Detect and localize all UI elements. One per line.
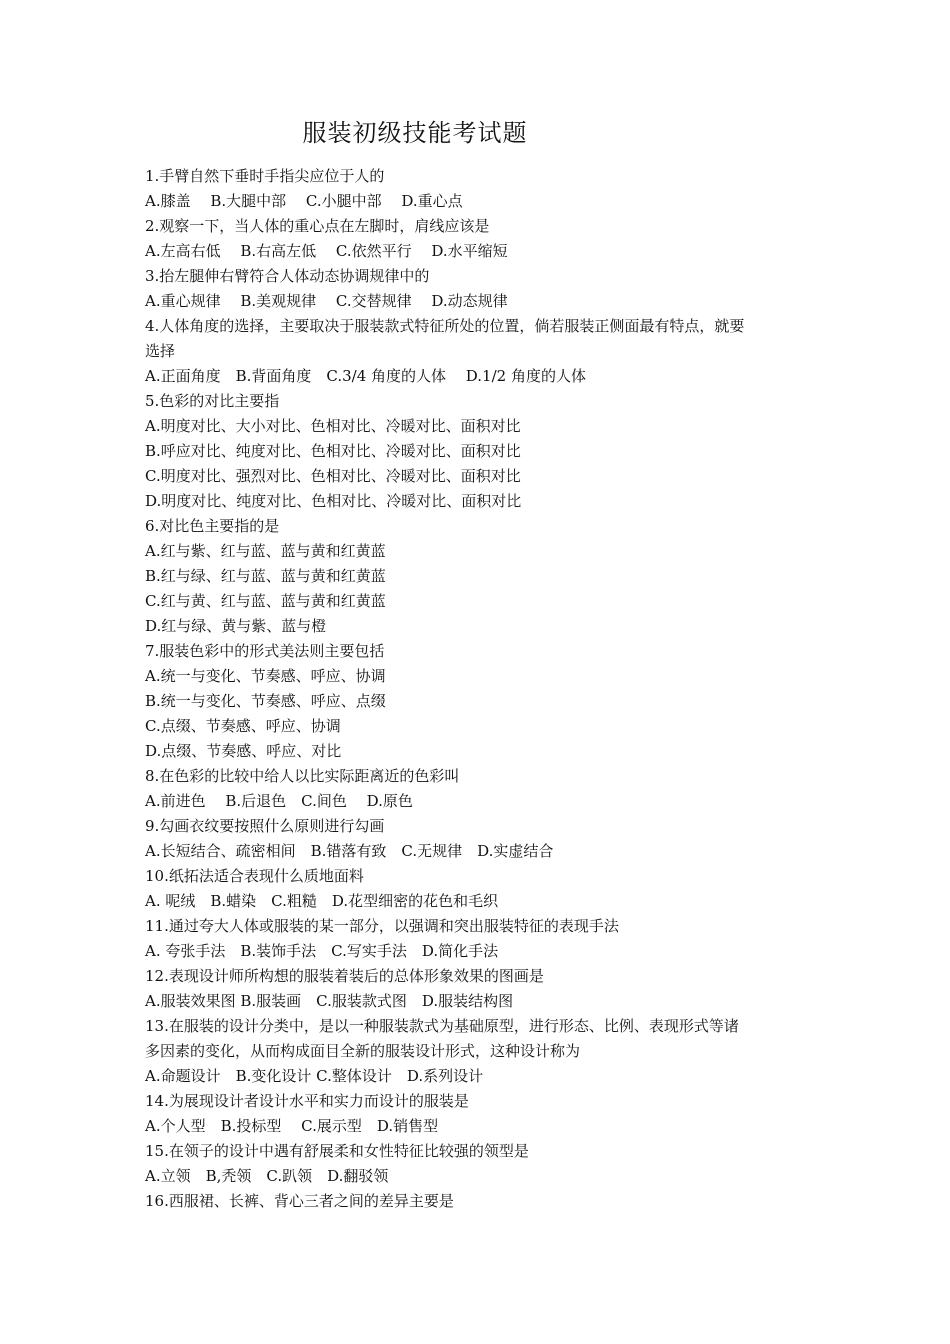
option-6c: C.红与黄、红与蓝、蓝与黄和红黄蓝 — [145, 592, 386, 610]
question-list — [145, 164, 813, 1214]
question-4-line-1: 4.人体角度的选择，主要取决于服装款式特征所处的位置，倘若服装正侧面最有特点，就要 — [145, 317, 745, 335]
options-8: A.前进色 B.后退色 C.间色 D.原色 — [145, 792, 413, 810]
question-15: 15.在领子的设计中遇有舒展柔和女性特征比较强的领型是 — [145, 1142, 529, 1160]
options-10: A. 呢绒 B.蜡染 C.粗糙 D.花型细密的花色和毛织 — [145, 892, 499, 910]
options-11: A. 夸张手法 B.装饰手法 C.写实手法 D.简化手法 — [145, 942, 499, 960]
options-1: A.膝盖 B.大腿中部 C.小腿中部 D.重心点 — [145, 192, 463, 210]
option-6b: B.红与绿、红与蓝、蓝与黄和红黄蓝 — [145, 567, 386, 585]
option-5a: A.明度对比、大小对比、色相对比、冷暖对比、面积对比 — [145, 417, 521, 435]
question-7: 7.服装色彩中的形式美法则主要包括 — [145, 642, 385, 660]
question-10: 10.纸拓法适合表现什么质地面料 — [145, 867, 364, 885]
question-13-line-1: 13.在服装的设计分类中，是以一种服装款式为基础原型，进行形态、比例、表现形式等诸 — [145, 1017, 739, 1035]
question-1: 1.手臂自然下垂时手指尖应位于人的 — [145, 167, 385, 185]
option-7a: A.统一与变化、节奏感、呼应、协调 — [145, 667, 386, 685]
option-6a: A.红与紫、红与蓝、蓝与黄和红黄蓝 — [145, 542, 386, 560]
question-2: 2.观察一下，当人体的重心点在左脚时，肩线应该是 — [145, 217, 490, 235]
options-15: A.立领 B,秃领 C.趴领 D.翻驳领 — [145, 1167, 389, 1185]
option-6d: D.红与绿、黄与紫、蓝与橙 — [145, 617, 327, 635]
question-6: 6.对比色主要指的是 — [145, 517, 280, 535]
options-3: A.重心规律 B.美观规律 C.交替规律 D.动态规律 — [145, 292, 508, 310]
option-5c: C.明度对比、强烈对比、色相对比、冷暖对比、面积对比 — [145, 467, 521, 485]
options-13: A.命题设计 B.变化设计 C.整体设计 D.系列设计 — [145, 1067, 484, 1085]
option-7b: B.统一与变化、节奏感、呼应、点缀 — [145, 692, 386, 710]
question-8: 8.在色彩的比较中给人以比实际距离近的色彩叫 — [145, 767, 460, 785]
question-3: 3.抬左腿伸右臂符合人体动态协调规律中的 — [145, 267, 430, 285]
question-14: 14.为展现设计者设计水平和实力而设计的服装是 — [145, 1092, 469, 1110]
option-5b: B.呼应对比、纯度对比、色相对比、冷暖对比、面积对比 — [145, 442, 521, 460]
question-13-line-2: 多因素的变化，从而构成面目全新的服装设计形式，这种设计称为 — [145, 1042, 581, 1060]
option-7c: C.点缀、节奏感、呼应、协调 — [145, 717, 341, 735]
options-4: A.正面角度 B.背面角度 C.3/4 角度的人体 D.1/2 角度的人体 — [145, 367, 586, 385]
question-9: 9.勾画衣纹要按照什么原则进行勾画 — [145, 817, 385, 835]
question-5: 5.色彩的对比主要指 — [145, 392, 280, 410]
option-7d: D.点缀、节奏感、呼应、对比 — [145, 742, 342, 760]
option-5d: D.明度对比、纯度对比、色相对比、冷暖对比、面积对比 — [145, 492, 522, 510]
question-16: 16.西服裙、长裤、背心三者之间的差异主要是 — [145, 1192, 454, 1210]
page-title: 服装初级技能考试题 — [302, 119, 528, 147]
options-12: A.服装效果图 B.服装画 C.服装款式图 D.服装结构图 — [145, 992, 514, 1010]
options-9: A.长短结合、疏密相间 B.错落有致 C.无规律 D.实虚结合 — [145, 842, 554, 860]
question-4-line-2: 选择 — [145, 342, 176, 360]
options-14: A.个人型 B.投标型 C.展示型 D.销售型 — [145, 1117, 439, 1135]
question-11: 11.通过夸大人体或服装的某一部分，以强调和突出服装特征的表现手法 — [145, 917, 619, 935]
question-12: 12.表现设计师所构想的服装着装后的总体形象效果的图画是 — [145, 967, 544, 985]
options-2: A.左高右低 B.右高左低 C.依然平行 D.水平缩短 — [145, 242, 508, 260]
